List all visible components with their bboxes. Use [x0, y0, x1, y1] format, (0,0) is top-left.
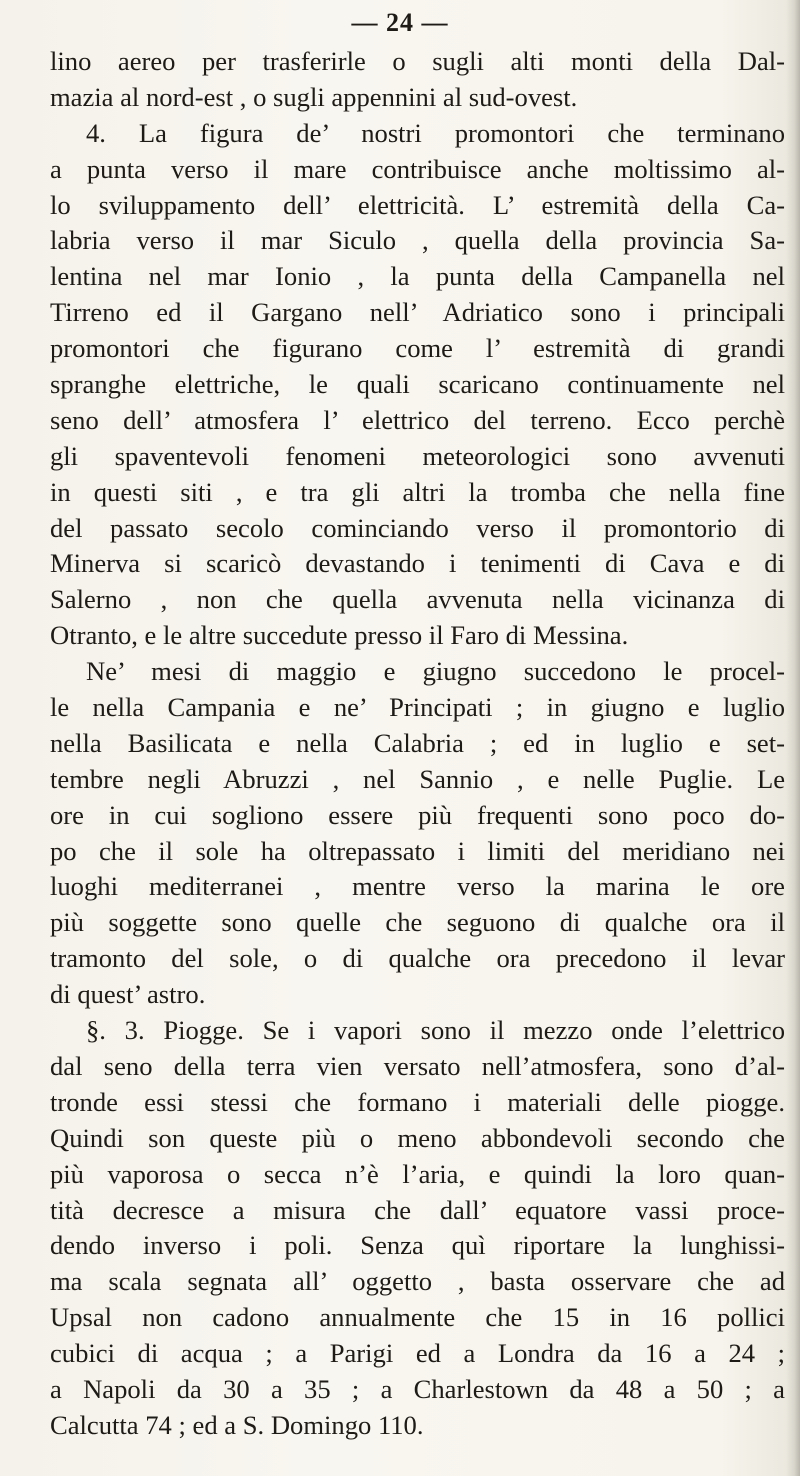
text-line: Upsal non cadono annualmente che 15 in 16 pollici — [50, 1302, 785, 1333]
text-line: ma scala segnata all’ oggetto , basta osservare che ad — [50, 1266, 785, 1297]
text-line: tronde essi stessi che formano i materiali delle piogge. — [50, 1086, 785, 1117]
text-line: Minerva si scaricò devastando i tenimenti di Cava e di — [50, 548, 785, 579]
text-line: tembre negli Abruzzi , nel Sannio , e nelle Puglie. Le — [50, 763, 785, 794]
text-line: luoghi mediterranei , mentre verso la marina le ore — [50, 871, 785, 902]
text-line: a punta verso il mare contribuisce anche moltissimo al- — [50, 153, 785, 184]
text-line: Ne’ mesi di maggio e giugno succedono le procel- — [86, 656, 785, 687]
text-line: più vaporosa o secca n’è l’aria, e quindi la loro quan- — [50, 1158, 785, 1189]
text-line: di quest’ astro. — [50, 979, 206, 1010]
text-line: a Napoli da 30 a 35 ; a Charlestown da 48 a 50 ; a — [50, 1373, 785, 1404]
text-line: Tirreno ed il Gargano nell’ Adriatico sono i principali — [50, 297, 785, 328]
page-number: — 24 — — [351, 8, 449, 37]
text-line: Otranto, e le altre succedute presso il Faro di Messina. — [50, 620, 629, 651]
text-line: spranghe elettriche, le quali scaricano continuamente nel — [50, 369, 785, 400]
text-line: seno dell’ atmosfera l’ elettrico del terreno. Ecco perchè — [50, 404, 785, 435]
text-line: tramonto del sole, o di qualche ora precedono il levar — [50, 943, 785, 974]
text-line: del passato secolo cominciando verso il promontorio di — [50, 512, 785, 543]
page-edge-shadow — [786, 0, 800, 1476]
text-line: promontori che figurano come l’ estremità di grandi — [50, 333, 785, 364]
text-line: in questi siti , e tra gli altri la tromba che nella fine — [50, 476, 785, 507]
text-line: cubici di acqua ; a Parigi ed a Londra da 16 a 24 ; — [50, 1338, 785, 1369]
text-line: ore in cui sogliono essere più frequenti sono poco do- — [50, 799, 785, 830]
text-line: po che il sole ha oltrepassato i limiti del meridiano nei — [50, 835, 785, 866]
text-line: dendo inverso i poli. Senza quì riportare la lunghissi- — [50, 1230, 785, 1261]
text-line: lentina nel mar Ionio , la punta della Campanella nel — [50, 261, 785, 292]
body-text — [50, 44, 785, 1444]
text-line: le nella Campania e ne’ Principati ; in giugno e luglio — [50, 692, 785, 723]
text-line: gli spaventevoli fenomeni meteorologici sono avvenuti — [50, 440, 785, 471]
text-line: Calcutta 74 ; ed a S. Domingo 110. — [50, 1409, 424, 1440]
text-line: Salerno , non che quella avvenuta nella vicinanza di — [50, 584, 785, 615]
text-line: labria verso il mar Siculo , quella della provincia Sa- — [50, 225, 785, 256]
text-line: lino aereo per trasferirle o sugli alti monti della Dal- — [50, 46, 785, 76]
text-line: §. 3. Piogge. Se i vapori sono il mezzo onde l’elettrico — [86, 1015, 785, 1046]
text-line: mazia al nord-est , o sugli appennini al sud-ovest. — [50, 81, 578, 112]
text-line: nella Basilicata e nella Calabria ; ed in luglio e set- — [50, 727, 785, 758]
text-line: 4. La figura de’ nostri promontori che terminano — [86, 117, 785, 148]
text-line: più soggette sono quelle che seguono di qualche ora il — [50, 907, 785, 938]
text-line: lo sviluppamento dell’ elettricità. L’ estremità della Ca- — [50, 189, 785, 220]
text-line: Quindi son queste più o meno abbondevoli secondo che — [50, 1122, 785, 1153]
text-line: tità decresce a misura che dall’ equatore vassi proce- — [50, 1194, 785, 1225]
text-line: dal seno della terra vien versato nell’atmosfera, sono d’al- — [50, 1050, 785, 1081]
